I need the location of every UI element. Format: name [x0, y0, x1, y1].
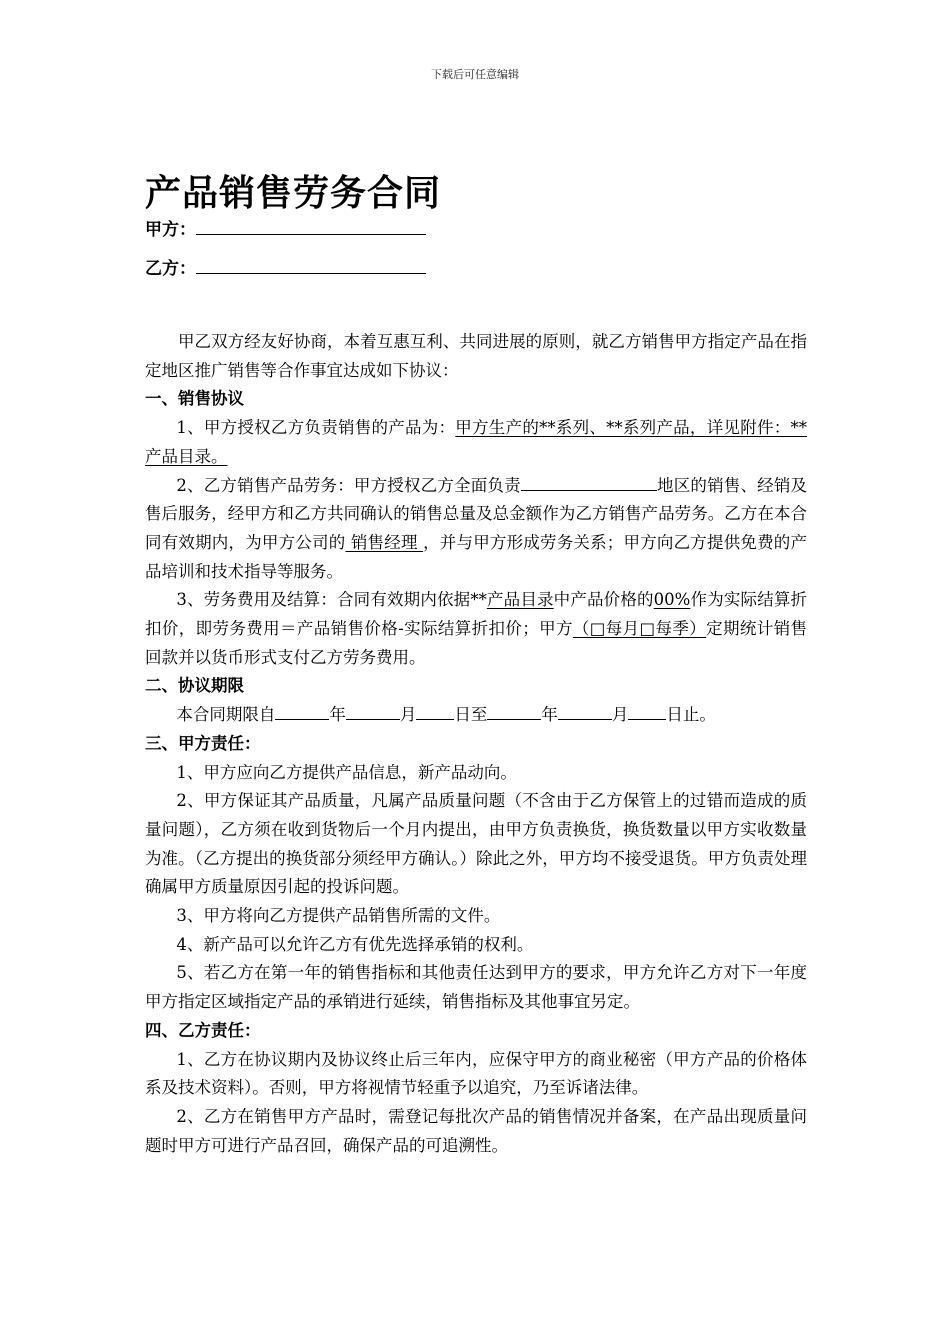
end-month-blank — [558, 701, 612, 720]
region-blank — [521, 472, 657, 491]
intro-paragraph: 甲乙双方经友好协商，本着互惠互利、共同进展的原则，就乙方销售甲方指定产品在指定地区推广销售等合作事宜达成如下协议： — [145, 332, 807, 380]
section-2-term — [145, 701, 807, 730]
start-day-blank — [416, 701, 454, 720]
term-start-text: 本合同期限自 — [176, 705, 276, 725]
party-a-label: 甲方： — [145, 220, 196, 240]
party-a-blank — [196, 216, 426, 235]
s1-i1-products: 甲方生产的**系列、**系列产品，详见附件：**产品目录。 — [145, 418, 808, 466]
party-a-line — [145, 216, 426, 243]
section-1-item-1 — [145, 414, 807, 471]
end-year-blank — [487, 701, 541, 720]
s1-i3-b: 中产品价格的 — [553, 590, 654, 610]
month-label-2: 月 — [611, 705, 629, 725]
section-4-item-1: 1、乙方在协议期内及协议终止后三年内，应保守甲方的商业秘密（甲方产品的价格体系及技术资料）。否则，甲方将视情节轻重予以追究，乃至诉诸法律。 — [145, 1049, 807, 1098]
party-b-line — [145, 255, 426, 282]
year-label: 年 — [329, 705, 346, 725]
s1-i3-a: 3、劳务费用及结算：合同有效期内依据** — [176, 590, 487, 610]
party-b-label: 乙方： — [145, 259, 196, 279]
s1-i1-text: 1、甲方授权乙方负责销售的产品为： — [176, 418, 456, 438]
section-3-heading: 三、甲方责任： — [145, 733, 261, 753]
section-1-heading: 一、销售协议 — [145, 389, 244, 409]
month-label: 月 — [399, 705, 417, 725]
section-3-item-4: 4、新产品可以允许乙方有优先选择承销的权利。 — [176, 934, 534, 954]
start-month-blank — [346, 701, 400, 720]
s1-i3-catalog: 产品目录 — [486, 590, 554, 610]
section-1-item-2 — [145, 472, 807, 587]
s1-i3-d: 定期统计销售回款并以货币形式支付乙方劳务费用。 — [145, 619, 807, 667]
party-b-blank — [196, 255, 426, 274]
contract-title: 产品销售劳务合同 — [145, 173, 442, 214]
term-end-text: 日止。 — [666, 705, 716, 725]
start-year-blank — [275, 701, 329, 720]
section-3-item-1: 1、甲方应向乙方提供产品信息，新产品动向。 — [176, 762, 517, 782]
end-day-blank — [628, 701, 666, 720]
header-note: 下载后可任意编辑 — [431, 68, 519, 81]
s1-i2-mid: 地区的销售、经销及售后服务，经甲方和乙方共同确认的销售总量及总金额作为乙方销售产品劳务。乙方在本合同有效期内，为甲方公司的 — [145, 475, 808, 552]
contract-body — [145, 328, 807, 1160]
section-1-item-3 — [145, 586, 807, 672]
section-4-item-2: 2、乙方在销售甲方产品时，需登记每批次产品的销售情况并备案，在产品出现质量问题时甲方可进行产品召回，确保产品的可追溯性。 — [145, 1106, 807, 1155]
s1-i2-text: 2、乙方销售产品劳务：甲方授权乙方全面负责 — [176, 475, 521, 495]
year-label-2: 年 — [541, 705, 558, 725]
section-2-heading: 二、协议期限 — [145, 676, 244, 696]
section-3-item-3: 3、甲方将向乙方提供产品销售所需的文件。 — [176, 906, 501, 926]
s1-i2-post: ，并与甲方形成劳务关系；甲方向乙方提供免费的产品培训和技术指导等服务。 — [145, 532, 808, 581]
section-3-item-5: 5、若乙方在第一年的销售指标和其他责任达到甲方的要求，甲方允许乙方对下一年度甲方指定区域指定产品的承销进行延续，销售指标及其他事宜另定。 — [145, 963, 807, 1012]
s1-i3-percent: 00% — [653, 590, 691, 610]
day-to-label: 日至 — [454, 705, 488, 725]
s1-i3-period: （□每月□每季） — [572, 619, 707, 639]
s1-i3-c: 作为实际结算折扣价，即劳务费用＝产品销售价格-实际结算折扣价；甲方 — [145, 590, 808, 639]
s1-i2-role: 销售经理 — [345, 532, 424, 552]
section-4-heading: 四、乙方责任： — [145, 1020, 261, 1040]
section-3-item-2: 2、甲方保证其产品质量，凡属产品质量问题（不含由于乙方保管上的过错而造成的质量问题），乙方须在收到货物后一个月内提出，由甲方负责换货，换货数量以甲方实收数量为准。（乙方提出的换货部分须经甲方确认。）除此之外，甲方均不接受退货。甲方负责处理确属甲方质量原因引起的投诉问题。 — [145, 791, 807, 897]
